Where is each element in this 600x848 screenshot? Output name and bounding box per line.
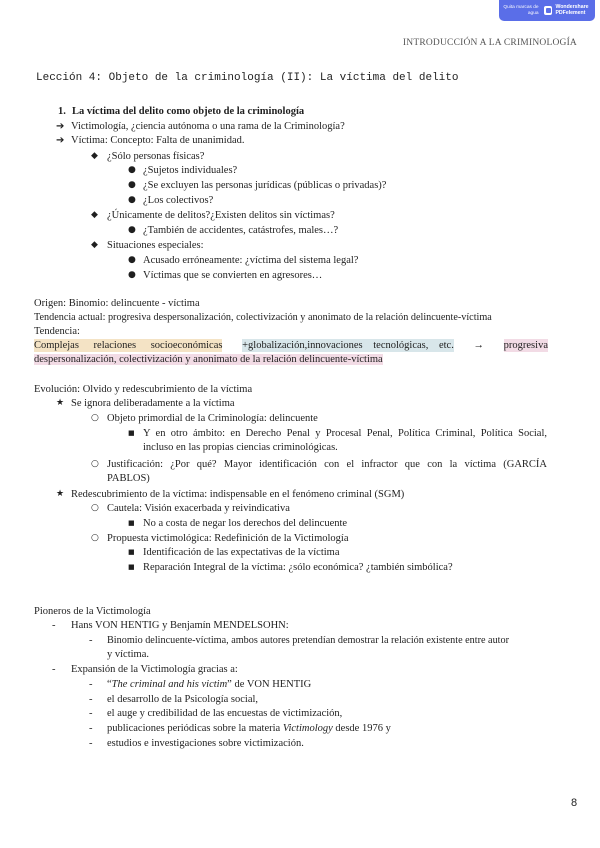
highlight-globalization: +globalización,innovaciones tecnológicas, etc.: [242, 340, 454, 351]
watermark-remove-text: Quita marcas de agua: [503, 5, 539, 16]
trend-highlight-line: [34, 339, 548, 352]
list-item-journal: [107, 722, 391, 735]
page-number: 8: [571, 797, 578, 809]
dash-bullet-icon: -: [89, 679, 93, 690]
list-item: ¿Sujetos individuales?: [143, 165, 238, 176]
section-title: La víctima del delito como objeto de la criminología: [72, 106, 305, 117]
star-bullet-icon: ★: [56, 398, 65, 408]
lesson-title: Lección 4: Objeto de la criminología (II): La víctima del delito: [36, 72, 459, 84]
dot-bullet-icon: ●: [128, 270, 136, 280]
diamond-bullet-icon: ◆: [91, 210, 98, 220]
list-item: ¿También de accidentes, catástrofes, males…?: [143, 225, 339, 236]
dot-bullet-icon: ●: [128, 195, 136, 205]
diamond-bullet-icon: ◆: [91, 151, 98, 161]
list-item: Justificación: ¿Por qué? Mayor identificación con el infractor que con la víctima (GARCÍA: [107, 459, 547, 470]
star-bullet-icon: ★: [56, 489, 65, 499]
list-item: ¿Sólo personas físicas?: [107, 151, 205, 162]
dot-bullet-icon: ●: [128, 165, 136, 175]
list-item: ¿Los colectivos?: [143, 195, 214, 206]
square-bullet-icon: ■: [128, 429, 135, 437]
list-item: el desarrollo de la Psicología social,: [107, 694, 259, 705]
circle-bullet-icon: ○: [91, 533, 99, 543]
dash-bullet-icon: -: [89, 635, 93, 646]
arrow-text: →: [473, 340, 484, 351]
list-item: incluso en las propias ciencias criminológicas.: [143, 442, 338, 453]
list-item: Víctimas que se convierten en agresores…: [143, 270, 323, 281]
list-item: Binomio delincuente-víctima, ambos autores pretendían demostrar la relación existente entre autor: [107, 635, 509, 646]
highlight-progressive: progresiva: [503, 340, 548, 351]
watermark-banner[interactable]: [499, 0, 595, 21]
list-item: Acusado erróneamente: ¿víctima del sistema legal?: [143, 255, 359, 266]
list-item: Propuesta victimológica: Redefinición de la Victimología: [107, 533, 349, 544]
dot-bullet-icon: ●: [128, 225, 136, 235]
page-header: INTRODUCCIÓN A LA CRIMINOLOGÍA: [402, 38, 577, 48]
list-item: y víctima.: [107, 649, 149, 660]
list-item: Se ignora deliberadamente a la víctima: [71, 398, 235, 409]
dot-bullet-icon: ●: [128, 255, 136, 265]
trend-line: Tendencia actual: progresiva despersonalización, colectivización y anonimato de la relación delincuente-víctima: [34, 312, 492, 323]
arrow-bullet-icon: ➔: [56, 121, 65, 132]
watermark-brand: Wondershare PDFelement: [555, 3, 589, 16]
book-title: The criminal and his victim: [111, 679, 228, 690]
list-item: estudios e investigaciones sobre victimización.: [107, 738, 304, 749]
trend-label: Tendencia:: [34, 326, 80, 337]
dash-bullet-icon: -: [89, 738, 93, 749]
section-number: 1.: [58, 106, 66, 117]
list-item-book: [107, 678, 311, 691]
dash-bullet-icon: -: [52, 664, 56, 675]
book-author: de VON HENTIG: [231, 679, 312, 690]
list-item: Expansión de la Victimología gracias a:: [71, 664, 238, 675]
list-item: el auge y credibilidad de las encuestas de victimización,: [107, 708, 343, 719]
origin-line: Origen: Binomio: delincuente - víctima: [34, 298, 200, 309]
journal-suffix: desde 1976 y: [332, 723, 391, 734]
list-item: Hans VON HENTIG y Benjamín MENDELSOHN:: [71, 620, 289, 631]
circle-bullet-icon: ○: [91, 503, 99, 513]
list-item: Reparación Integral de la víctima: ¿sólo económica? ¿también simbólica?: [143, 562, 453, 573]
list-item: Cautela: Visión exacerbada y reivindicativa: [107, 503, 290, 514]
highlight-depersonalization: despersonalización, colectivización y anonimato de la relación delincuente-víctima: [34, 354, 383, 365]
pioneers-title: Pioneros de la Victimología: [34, 606, 151, 617]
circle-bullet-icon: ○: [91, 413, 99, 423]
square-bullet-icon: ■: [128, 548, 135, 556]
quote-open: “: [107, 679, 112, 690]
dash-bullet-icon: -: [89, 708, 93, 719]
trend-highlight-line-2: [34, 353, 383, 366]
list-item: Y en otro ámbito: en Derecho Penal y Procesal Penal, Política Criminal, Política Social,: [143, 428, 547, 439]
list-item: Identificación de las expectativas de la víctima: [143, 547, 340, 558]
list-item: Situaciones especiales:: [107, 240, 204, 251]
journal-title: Victimology: [282, 723, 333, 734]
dot-bullet-icon: ●: [128, 180, 136, 190]
list-item: ¿Únicamente de delitos?¿Existen delitos sin víctimas?: [107, 210, 335, 221]
square-bullet-icon: ■: [128, 563, 135, 571]
dash-bullet-icon: -: [89, 723, 93, 734]
diamond-bullet-icon: ◆: [91, 240, 98, 250]
journal-prefix: publicaciones periódicas sobre la materia: [107, 723, 283, 734]
arrow-bullet-icon: ➔: [56, 135, 65, 146]
list-item: No a costa de negar los derechos del delincuente: [143, 518, 348, 529]
list-item: Redescubrimiento de la víctima: indispensable en el fenómeno criminal (SGM): [71, 489, 405, 500]
list-item: ¿Se excluyen las personas jurídicas (públicas o privadas)?: [143, 180, 387, 191]
pdfelement-logo-icon: [544, 6, 553, 15]
dash-bullet-icon: -: [52, 620, 56, 631]
evolution-title: Evolución: Olvido y redescubrimiento de la víctima: [34, 384, 253, 395]
square-bullet-icon: ■: [128, 519, 135, 527]
list-item: Victimología, ¿ciencia autónoma o una rama de la Criminología?: [71, 121, 345, 132]
quote-close: ”: [227, 679, 232, 690]
circle-bullet-icon: ○: [91, 459, 99, 469]
list-item: Víctima: Concepto: Falta de unanimidad.: [71, 135, 245, 146]
dash-bullet-icon: -: [89, 694, 93, 705]
list-item: PABLOS): [107, 473, 150, 484]
highlight-socioeconomic: Complejas relaciones socioeconómicas: [34, 340, 223, 351]
list-item: Objeto primordial de la Criminología: delincuente: [107, 413, 318, 424]
